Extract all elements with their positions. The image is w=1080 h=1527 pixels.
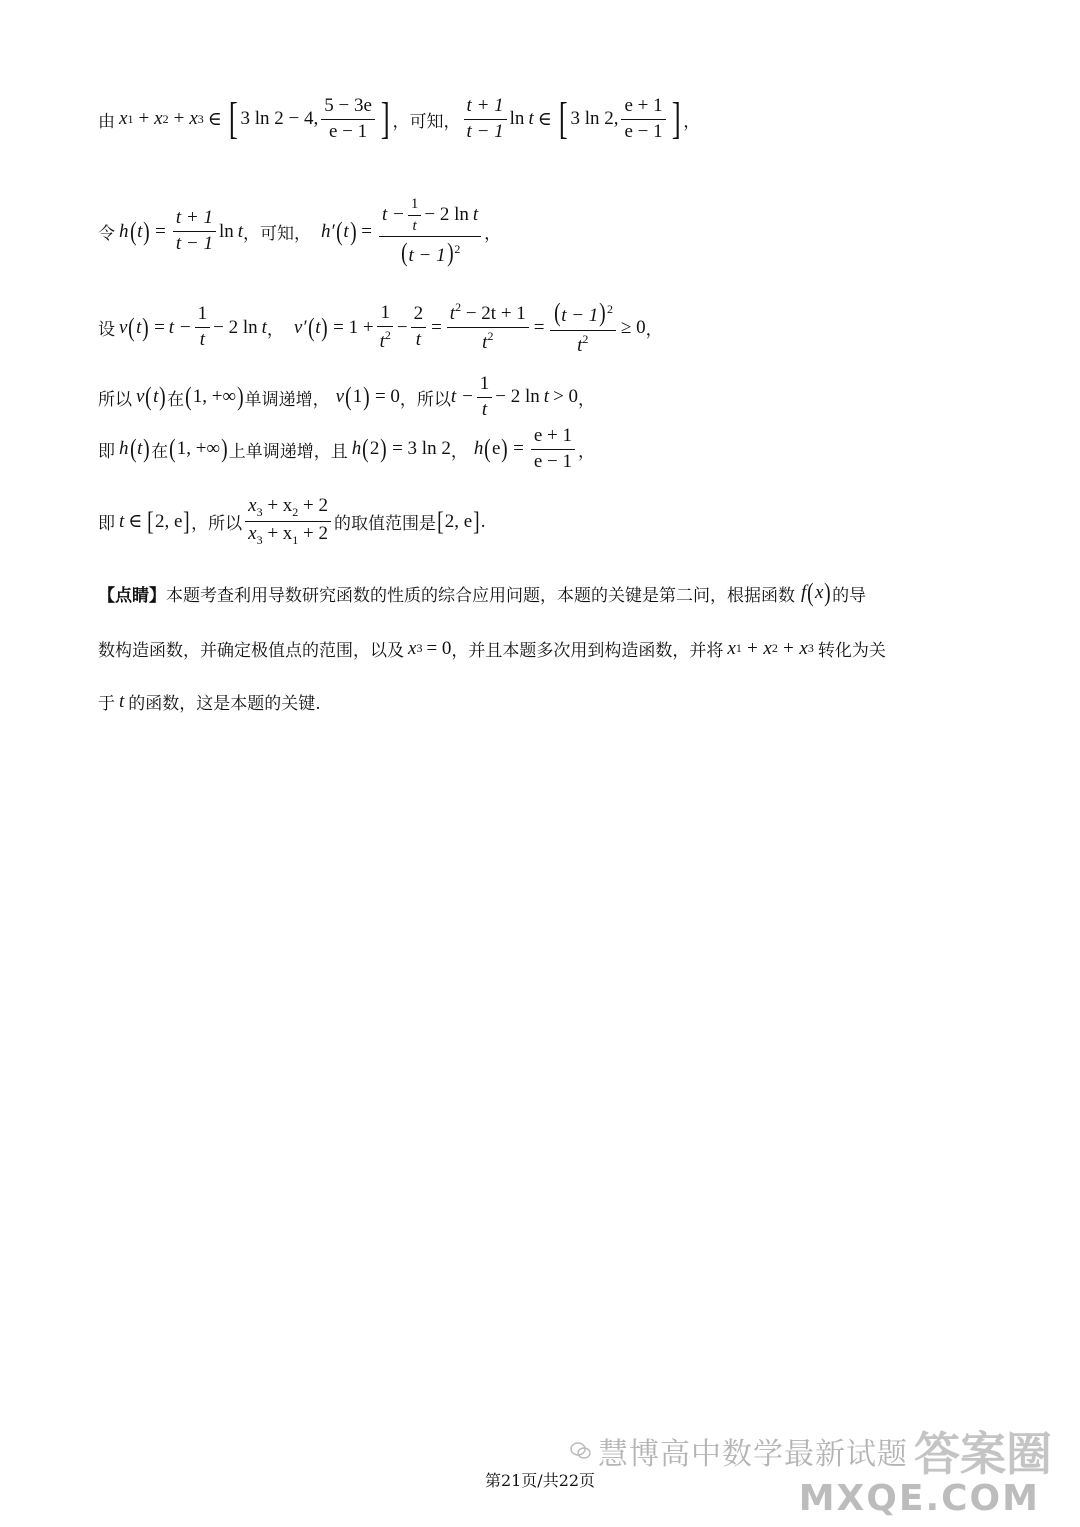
- inner-fraction: [408, 196, 422, 234]
- text-prefix: 由: [98, 111, 115, 131]
- var-t: t: [119, 510, 125, 532]
- numerator: 5 − 3e: [321, 96, 375, 120]
- numerator: [379, 196, 481, 237]
- text: 在: [151, 441, 169, 461]
- derivation-line-5: 即 h ( t ) 在 ( 1, +∞ ) 上单调递增，且 h ( 2 ) = 3 ln 2 ， h ( e ) = $\frac{e + 1}{e - 1}$ ，: [98, 425, 595, 472]
- superscript: 2: [606, 302, 613, 316]
- denominator: [245, 522, 331, 547]
- comment-row-2: [98, 636, 886, 661]
- denominator: t: [199, 329, 206, 351]
- func-f: f: [801, 582, 807, 603]
- func-h: h: [351, 438, 362, 460]
- page-number: 第21页/共22页: [484, 1471, 596, 1490]
- text: 上单调递增，且: [228, 441, 348, 461]
- var-t: t: [472, 203, 479, 225]
- operator: ∈: [537, 108, 552, 130]
- expr-part: + x: [745, 637, 772, 659]
- var-t: t: [237, 220, 244, 242]
- expr-part: = 1 +: [333, 316, 374, 338]
- denominator: t − 1: [175, 233, 213, 255]
- num-part: − 2 ln: [424, 203, 469, 225]
- func-v-prime: v′: [293, 316, 307, 338]
- comment-text: 的函数，这是本题的关键.: [128, 694, 321, 714]
- ln: ln: [509, 108, 525, 130]
- num-var: t: [449, 303, 456, 325]
- text-prefix: 即: [98, 441, 115, 461]
- den-mid: + x: [267, 523, 293, 545]
- comment-text: 于: [98, 694, 115, 714]
- num-part: t −: [382, 203, 405, 225]
- fraction: [195, 304, 211, 351]
- operator: =: [155, 220, 166, 242]
- left-bracket: [: [228, 94, 238, 144]
- punct: .: [480, 510, 486, 532]
- derivation-line-4: 所以 v ( t ) 在 ( 1, +∞ ) 单调递增， v ( 1 ) = 0 ，所以 t − $\frac{1}{t}$ − 2 ln t > 0 ，: [98, 373, 596, 420]
- operator: +: [173, 108, 185, 130]
- watermark-text: 慧博高中数学最新试题: [598, 1437, 908, 1472]
- subscript: 3: [197, 111, 204, 126]
- denominator: e − 1: [533, 450, 572, 472]
- subscript: 3: [256, 533, 263, 548]
- text: 的取值范围是: [334, 514, 437, 534]
- expr-part: = 0: [374, 386, 400, 408]
- var-x: x: [408, 637, 417, 659]
- denominator: e − 1: [328, 120, 368, 142]
- func-h: h: [119, 220, 129, 242]
- arg: 1: [352, 386, 363, 408]
- left-bracket: [: [558, 94, 568, 144]
- operator: =: [431, 316, 442, 338]
- expr-part: − 2 ln: [495, 386, 540, 408]
- derivation-line-3: 设 v ( t ) = t − $\frac{1}{t}$ − 2 ln t ， v′ ( t ) = 1 + $\frac{1}{t^2}$ − $\frac{2}{t}$ = $\frac{t^2 - 2t + 1}{t^2}$ = $\frac{(t - 1)^2}{t^2}$ ≥ 0 ，: [98, 298, 663, 356]
- wechat-icon: [570, 1442, 592, 1460]
- subscript: 2: [771, 641, 778, 655]
- punct: ，: [645, 320, 663, 340]
- numerator: $(t - 1)^2$: [550, 299, 616, 331]
- numerator: 2: [411, 304, 427, 328]
- operator: ∈: [207, 108, 222, 130]
- den-var: t: [379, 330, 385, 352]
- operator: ≥ 0: [620, 316, 646, 338]
- text: 在: [167, 389, 185, 409]
- var-t: t: [119, 690, 125, 712]
- expr-part: + x: [781, 637, 808, 659]
- superscript: 2: [455, 300, 462, 315]
- subscript: 2: [162, 111, 169, 126]
- punct: ，: [578, 389, 596, 409]
- var-t: t: [543, 386, 550, 408]
- text: ，所以: [191, 514, 243, 534]
- num-end: + 2: [303, 495, 329, 516]
- text-know: ，可知，: [392, 111, 461, 131]
- operator: =: [361, 220, 373, 242]
- punct: ，: [266, 320, 284, 340]
- superscript: 2: [582, 331, 589, 346]
- fraction: [411, 304, 427, 351]
- comment-text: ，并且本题多次用到构造函数，并将: [451, 641, 724, 661]
- func-h: h: [119, 438, 129, 460]
- func-h: h: [473, 438, 484, 460]
- comment-text: 数构造函数，并确定极值点的范围，以及: [98, 641, 404, 661]
- operator: =: [513, 438, 524, 460]
- expr-part: = 0: [426, 637, 452, 659]
- expr-part: − 2 ln: [213, 316, 258, 338]
- den-end: + 2: [303, 523, 329, 545]
- superscript: 2: [454, 242, 461, 256]
- punct: ，: [450, 441, 468, 461]
- func-v: v: [335, 386, 345, 408]
- var-x: x: [189, 108, 198, 130]
- var-t: t: [137, 220, 143, 242]
- superscript: 2: [487, 329, 494, 344]
- fraction: [621, 96, 665, 143]
- denominator: e − 1: [624, 120, 663, 142]
- denominator: t − 1: [466, 120, 504, 142]
- arg: e: [492, 438, 501, 460]
- subscript: 1: [735, 641, 742, 655]
- var-x: x: [248, 523, 257, 545]
- var-t: t: [153, 386, 159, 408]
- den-var: t: [482, 332, 488, 354]
- operator: =: [154, 316, 165, 338]
- var-x: x: [119, 108, 128, 130]
- right-bracket: ]: [671, 94, 681, 144]
- var-t: t: [261, 316, 267, 338]
- subscript: 1: [127, 111, 134, 126]
- fraction: [550, 299, 616, 356]
- punct: ，: [683, 111, 701, 131]
- num-rest: − 2t + 1: [465, 303, 526, 325]
- fraction: [531, 426, 575, 473]
- var-x: x: [248, 495, 257, 516]
- denominator: t: [412, 217, 417, 234]
- func-h-prime: h′: [321, 220, 335, 242]
- fraction: [464, 96, 507, 143]
- right-bracket: ]: [380, 94, 390, 144]
- arg: 2: [369, 438, 380, 460]
- comment-row-1: 【点睛】 本题考查利用导数研究函数的性质的综合应用问题，本题的关键是第二问，根据函数 f ( x ) 的导: [98, 578, 867, 607]
- subscript: 3: [256, 505, 263, 519]
- den-var: t: [577, 334, 583, 356]
- numerator: 1: [377, 303, 393, 327]
- fraction: [447, 301, 529, 354]
- expr-part: t −: [450, 386, 474, 408]
- func-v: v: [136, 386, 145, 408]
- denominator: $(t - 1)^2$: [400, 238, 461, 267]
- denominator: t: [415, 329, 421, 351]
- numerator: t + 1: [173, 208, 216, 232]
- comment-text: 本题考查利用导数研究函数的性质的综合应用问题，本题的关键是第二问，根据函数: [166, 585, 795, 606]
- var-t: t: [343, 220, 349, 242]
- denominator: [479, 328, 496, 354]
- numerator: [447, 301, 529, 328]
- numerator: e + 1: [621, 96, 665, 120]
- interval-left: 3 ln 2 − 4,: [240, 108, 319, 130]
- comment-text: 转化为关: [817, 641, 886, 661]
- numerator: 1: [477, 374, 493, 398]
- interval: 2, e: [155, 510, 183, 532]
- operator: −: [396, 316, 408, 338]
- var-x: x: [814, 582, 824, 603]
- derivation-line-2: 令 h ( t ) = $\frac{t + 1}{t - 1}$ ln t ，可知， h′ ( t ) = t − $\frac{1}{t}$ − 2 ln t $(t - 1)^2$ ，: [98, 196, 502, 267]
- text-prefix: 所以: [98, 389, 132, 409]
- comment-tag: 【点睛】: [98, 585, 166, 606]
- num-part: t − 1: [561, 305, 599, 326]
- interval-left: 3 ln 2,: [570, 108, 619, 130]
- answer-interval: 2, e: [444, 510, 473, 532]
- subscript: 3: [416, 641, 423, 655]
- var-t: t: [315, 316, 321, 338]
- watermark-url: MXQE.COM: [798, 1478, 1040, 1519]
- expr-part: t −: [168, 316, 192, 338]
- numerator: 1: [195, 304, 211, 328]
- den-part: t − 1: [408, 245, 446, 266]
- denominator: t: [481, 398, 488, 420]
- numerator: t + 1: [464, 96, 507, 120]
- operator: ∈: [128, 511, 143, 533]
- comment-text: 的导: [832, 585, 867, 606]
- derivation-line-6: 即 t ∈ [ 2, e ] ，所以 $\frac{x_3 + x_2 + 2}{x_3 + x_1 + 2}$ 的取值范围是 [ 2, e ] .: [98, 495, 486, 548]
- fraction: [379, 196, 481, 268]
- interval: 1, +∞: [192, 386, 236, 408]
- fraction: [477, 374, 493, 421]
- var-t: t: [137, 438, 143, 460]
- operator: +: [138, 108, 150, 130]
- text-prefix: 设: [98, 320, 115, 340]
- text-prefix: 即: [98, 514, 115, 534]
- denominator: [377, 327, 394, 353]
- text-know: ，可知，: [243, 224, 312, 244]
- text: ，所以: [399, 389, 451, 409]
- var-t: t: [528, 108, 534, 130]
- text-prefix: 令: [98, 224, 115, 244]
- superscript: 2: [384, 327, 391, 342]
- func-v: v: [119, 316, 128, 338]
- expr-part: > 0: [553, 386, 579, 408]
- ln: ln: [218, 220, 234, 242]
- interval: 1, +∞: [176, 438, 221, 460]
- text: 单调递增，: [244, 389, 330, 409]
- fraction: [377, 303, 394, 353]
- denominator: [574, 331, 591, 357]
- numerator: e + 1: [531, 426, 575, 450]
- numerator: [245, 496, 331, 522]
- fraction: [173, 208, 216, 255]
- numerator: 1: [408, 196, 422, 216]
- derivation-line-1: [98, 96, 700, 143]
- num-mid: + x: [267, 495, 293, 516]
- subscript: 2: [292, 505, 299, 519]
- punct: ，: [484, 224, 502, 244]
- var-x: x: [154, 108, 163, 130]
- comment-row-3: [98, 689, 321, 714]
- var-t: t: [136, 316, 142, 338]
- punct: ，: [577, 441, 595, 461]
- subscript: 3: [807, 641, 814, 655]
- fraction: [321, 96, 375, 143]
- expr-part: = 3 ln 2: [392, 438, 451, 460]
- fraction: [245, 496, 331, 547]
- var-x: x: [727, 637, 736, 659]
- operator: =: [533, 316, 545, 338]
- watermark-logo: 答案圈: [914, 1427, 1052, 1481]
- subscript: 1: [292, 533, 299, 548]
